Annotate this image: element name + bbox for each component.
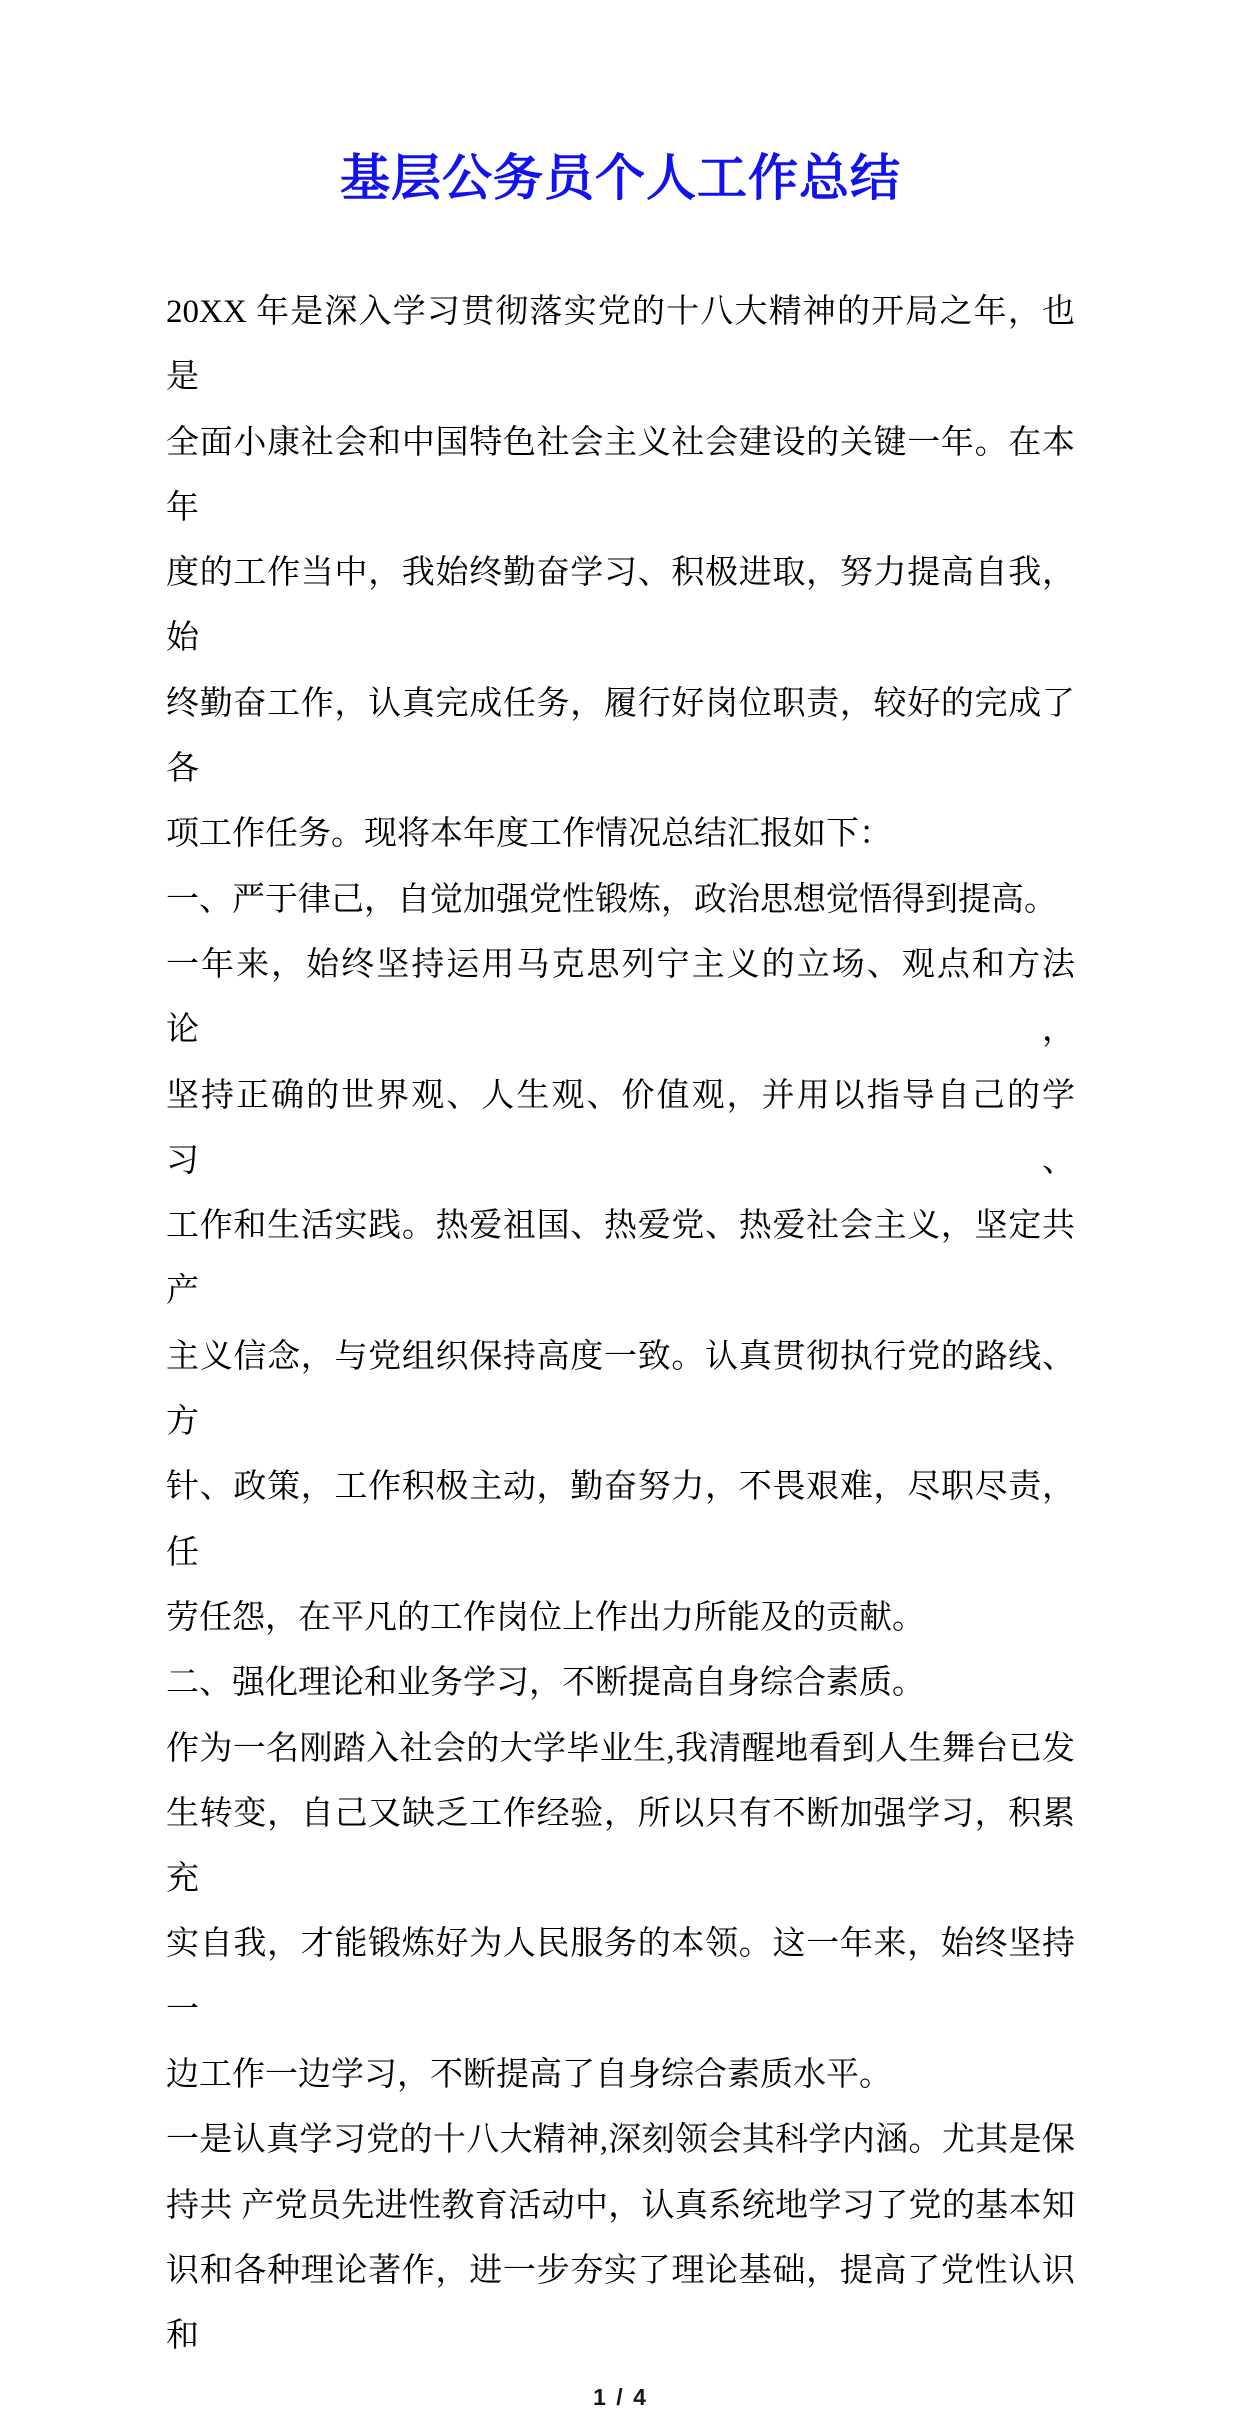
body-line: 劳任怨，在平凡的工作岗位上作出力所能及的贡献。 bbox=[166, 1599, 925, 1636]
body-line: 边工作一边学习，不断提高了自身综合素质水平。 bbox=[166, 2057, 892, 2094]
document-title: 基层公务员个人工作总结 bbox=[340, 150, 901, 206]
body-line: 二、强化理论和业务学习，不断提高自身综合素质。 bbox=[166, 1665, 925, 1702]
body-line: 主义信念，与党组织保持高度一致。认真贯彻执行党的路线、方 bbox=[166, 1338, 1075, 1441]
body-line: 一是认真学习党的十八大精神,深刻领会其科学内涵。尤其是保 bbox=[166, 2122, 1075, 2159]
body-line: 20XX 年是深入学习贯彻落实党的十八大精神的开局之年，也是 bbox=[166, 294, 1075, 396]
body-line: 坚持正确的世界观、人生观、价值观，并用以指导自己的学习、 bbox=[166, 1077, 1075, 1179]
document-body bbox=[166, 280, 1075, 2370]
body-line: 针、政策，工作积极主动，勤奋努力，不畏艰难，尽职尽责，任 bbox=[166, 1469, 1075, 1571]
body-line: 全面小康社会和中国特色社会主义社会建设的关键一年。在本年 bbox=[166, 424, 1075, 526]
page-number-indicator: 1 / 4 bbox=[593, 2383, 648, 2410]
body-line: 一年来，始终坚持运用马克思列宁主义的立场、观点和方法论， bbox=[166, 946, 1075, 1049]
body-line: 项工作任务。现将本年度工作情况总结汇报如下： bbox=[166, 816, 892, 853]
body-line: 度的工作当中，我始终勤奋学习、积极进取，努力提高自我，始 bbox=[166, 555, 1075, 657]
body-line: 生转变，自己又缺乏工作经验，所以只有不断加强学习，积累充 bbox=[166, 1795, 1075, 1898]
body-line: 持共 产党员先进性教育活动中，认真系统地学习了党的基本知 bbox=[166, 2187, 1075, 2224]
body-line: 作为一名刚踏入社会的大学毕业生,我清醒地看到人生舞台已发 bbox=[166, 1730, 1075, 1767]
body-line: 终勤奋工作，认真完成任务，履行好岗位职责，较好的完成了各 bbox=[166, 685, 1075, 788]
body-line: 实自我，才能锻炼好为人民服务的本领。这一年来，始终坚持一 bbox=[166, 1926, 1075, 2028]
body-line: 一、严于律己，自觉加强党性锻炼，政治思想觉悟得到提高。 bbox=[166, 881, 1057, 918]
body-line: 识和各种理论著作，进一步夯实了理论基础，提高了党性认识和 bbox=[166, 2252, 1075, 2355]
body-line: 工作和生活实践。热爱祖国、热爱党、热爱社会主义，坚定共产 bbox=[166, 1208, 1075, 1310]
